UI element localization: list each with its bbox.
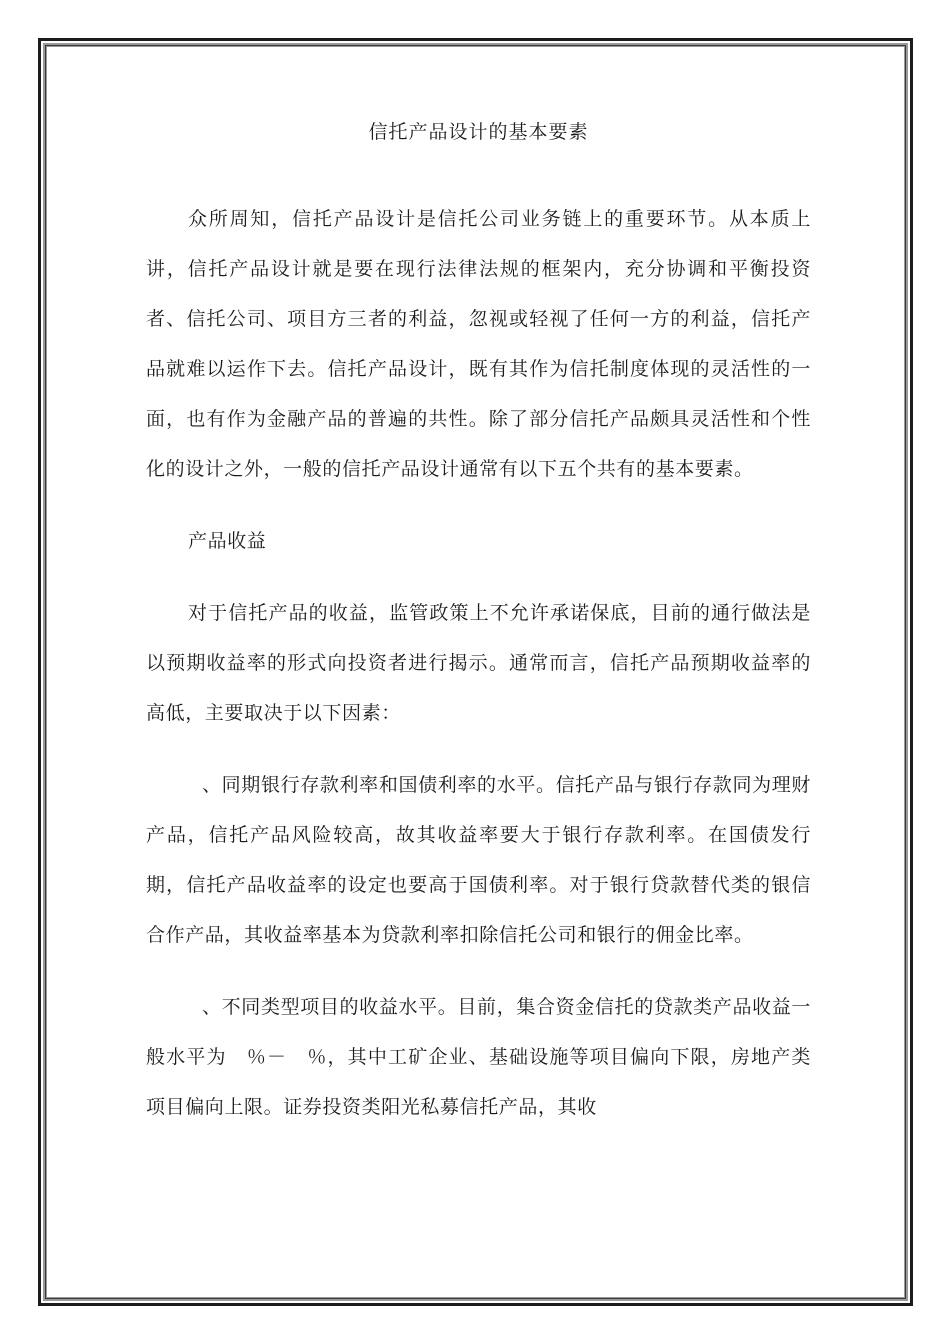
document-title: 信托产品设计的基本要素 <box>368 121 589 143</box>
yield-paragraph: 对于信托产品的收益，监管政策上不允许承诺保底，目前的通行做法是以预期收益率的形式向投资者进行揭示。通常而言，信托产品预期收益率的高低，主要取决于以下因素： <box>146 602 811 724</box>
section-heading-product-yield: 产品收益 <box>188 530 267 552</box>
factor-item-2: 、不同类型项目的收益水平。目前，集合资金信托的贷款类产品收益一般水平为 ％－ ％，其中工矿企业、基础设施等项目偏向下限，房地产类项目偏向上限。证券投资类阳光私募信托产品，其收 <box>146 996 811 1118</box>
document-body <box>146 112 811 1154</box>
intro-paragraph: 众所周知，信托产品设计是信托公司业务链上的重要环节。从本质上讲，信托产品设计就是要在现行法律法规的框架内，充分协调和平衡投资者、信托公司、项目方三者的利益，忽视或轻视了任何一方的利益，信托产品就难以运作下去。信托产品设计，既有其作为信托制度体现的灵活性的一面，也有作为金融产品的普遍的共性。除了部分信托产品颇具灵活性和个性化的设计之外，一般的信托产品设计通常有以下五个共有的基本要素。 <box>146 208 811 480</box>
factor-item-1: 、同期银行存款利率和国债利率的水平。信托产品与银行存款同为理财产品，信托产品风险较高，故其收益率要大于银行存款利率。在国债发行期，信托产品收益率的设定也要高于国债利率。对于银行贷款替代类的银信合作产品，其收益率基本为贷款利率扣除信托公司和银行的佣金比率。 <box>146 774 811 946</box>
